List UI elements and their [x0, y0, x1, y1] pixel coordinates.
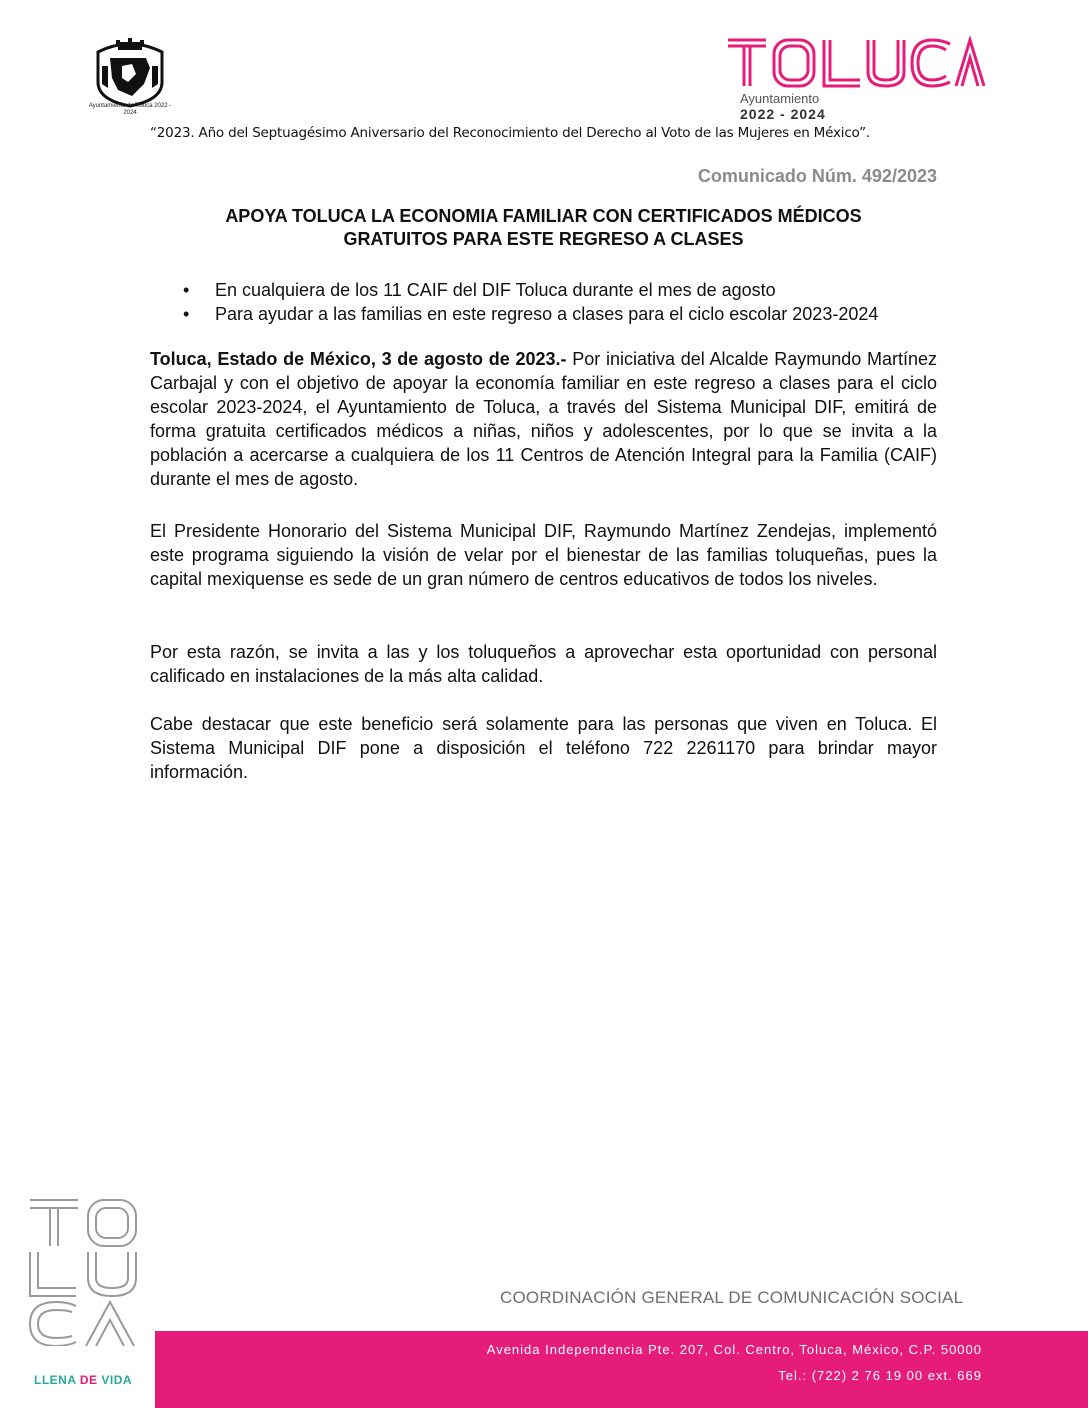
bullet-text: En cualquiera de los 11 CAIF del DIF Toluca durante el mes de agosto — [215, 280, 776, 300]
office-name: COORDINACIÓN GENERAL DE COMUNICACIÓN SOCIAL — [500, 1288, 964, 1307]
headline-line-1: APOYA TOLUCA LA ECONOMIA FAMILIAR CON CERTIFICADOS MÉDICOS — [225, 206, 862, 226]
paragraph-text: Por iniciativa del Alcalde Raymundo Martínez Carbajal y con el objetivo de apoyar la economía familiar en este regreso a clases para el ciclo escolar 2023-2024, el Ayuntamiento de Toluca, a través del Sistema Municipal DIF, emitirá de forma gratuita certificados médicos a niñas, niños y adolescentes, por lo que se invita a la población a acercarse a cualquiera de los 11 Centros de Atención Integral para la Familia (CAIF) durante el mes de agosto. — [150, 349, 937, 489]
bullet-icon: • — [183, 280, 190, 300]
brand-subtitle: Ayuntamiento — [740, 91, 820, 106]
tagline-part: DE — [79, 1373, 98, 1387]
bullet-icon: • — [183, 304, 190, 324]
release-number: Comunicado Núm. 492/2023 — [697, 166, 937, 186]
bullet-text: Para ayudar a las familias en este regreso a clases para el ciclo escolar 2023-2024 — [215, 304, 879, 324]
bullet-list — [150, 278, 937, 326]
headline — [150, 205, 937, 251]
footer-address: Avenida Independencia Pte. 207, Col. Centro, Toluca, México, C.P. 50000 — [486, 1342, 982, 1357]
tagline-part: LLENA — [34, 1373, 80, 1387]
year-motto: “2023. Año del Septuagésimo Aniversario del Reconocimiento del Derecho al Voto de las Mujeres en México”. — [150, 125, 871, 141]
body-paragraph-4: Cabe destacar que este beneficio será solamente para las personas que viven en Toluca. El Sistema Municipal DIF pone a disposición el teléfono 722 2261170 para brindar mayor información. — [150, 714, 937, 782]
body-paragraph-1 — [150, 347, 937, 491]
body-paragraph-2: El Presidente Honorario del Sistema Municipal DIF, Raymundo Martínez Zendejas, implementó este programa siguiendo la visión de velar por el bienestar de las familias toluqueñas, pues la capital mexiquense es sede de un gran número de centros educativos de todos los niveles. — [150, 521, 937, 589]
body-paragraph-3: Por esta razón, se invita a las y los toluqueños a aprovechar esta oportunidad con personal calificado en instalaciones de la más alta calidad. — [150, 642, 937, 686]
seal-caption: Ayuntamiento de Toluca 2022 - 2024 — [88, 103, 172, 116]
footer-toluca-logo — [26, 1196, 144, 1346]
bullet-item — [150, 278, 937, 302]
tagline-part: VIDA — [97, 1373, 133, 1387]
bullet-item — [150, 302, 937, 326]
footer-tagline — [34, 1373, 132, 1387]
toluca-brand-logo — [726, 36, 986, 88]
footer-phone: Tel.: (722) 2 76 19 00 ext. 669 — [778, 1368, 982, 1383]
dateline: Toluca, Estado de México, 3 de agosto de 2023.- — [150, 349, 567, 369]
brand-years: 2022 - 2024 — [740, 106, 826, 122]
headline-line-2: GRATUITOS PARA ESTE REGRESO A CLASES — [343, 229, 744, 249]
